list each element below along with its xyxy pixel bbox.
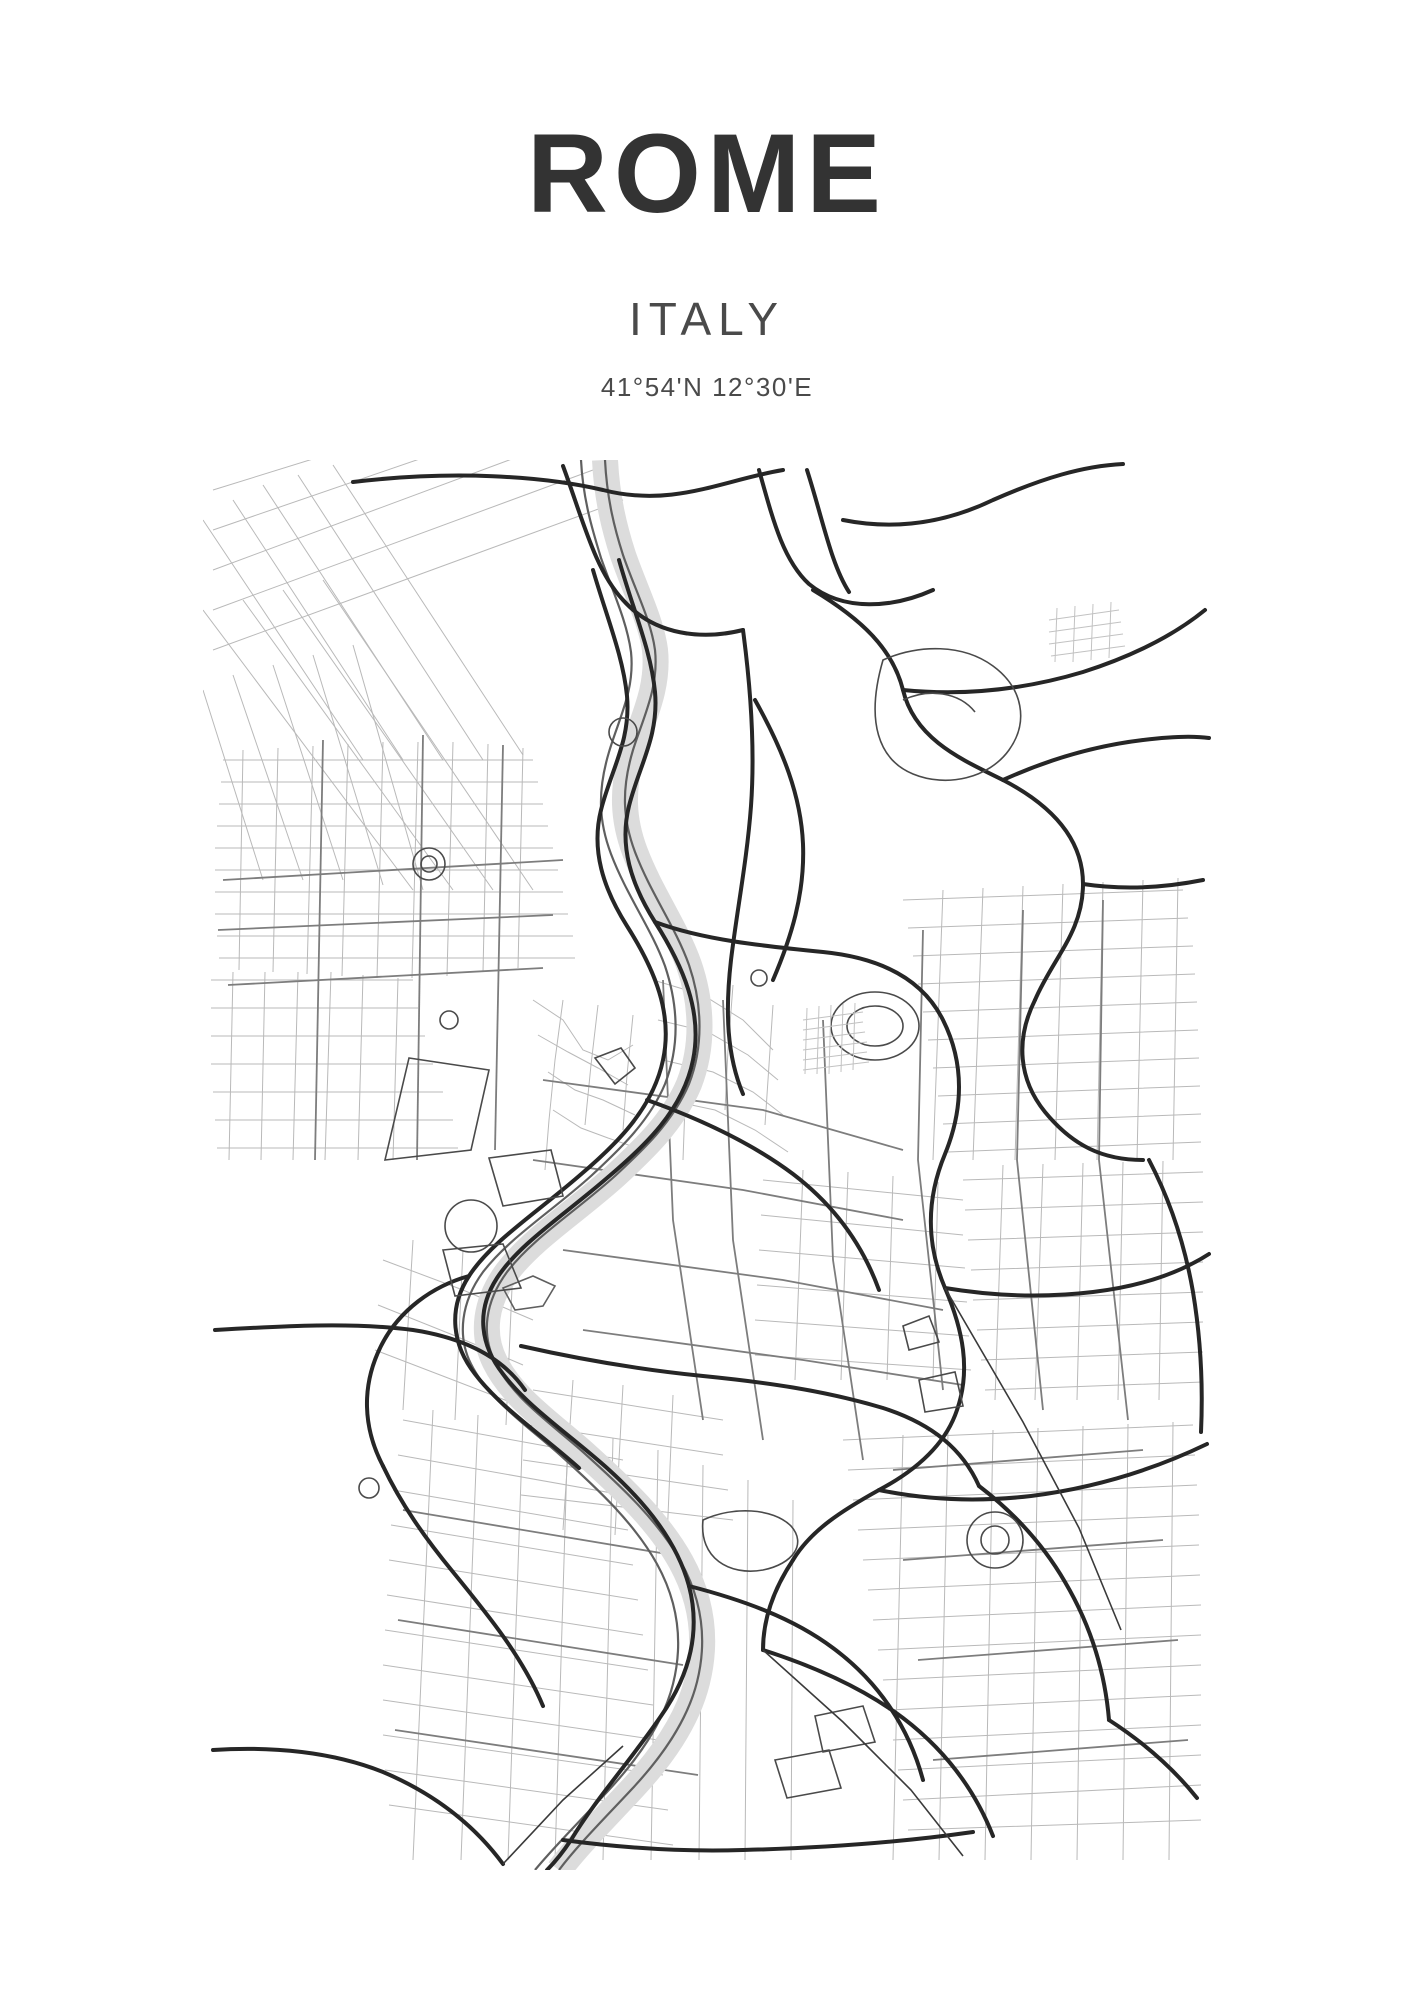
country-subtitle: ITALY <box>629 293 785 345</box>
street-map-graphic <box>203 460 1211 1870</box>
map-canvas <box>203 460 1211 1870</box>
page-title: ROME <box>527 111 887 236</box>
poster-header <box>0 111 1414 403</box>
coordinates-label: 41°54'N 12°30'E <box>600 372 814 402</box>
